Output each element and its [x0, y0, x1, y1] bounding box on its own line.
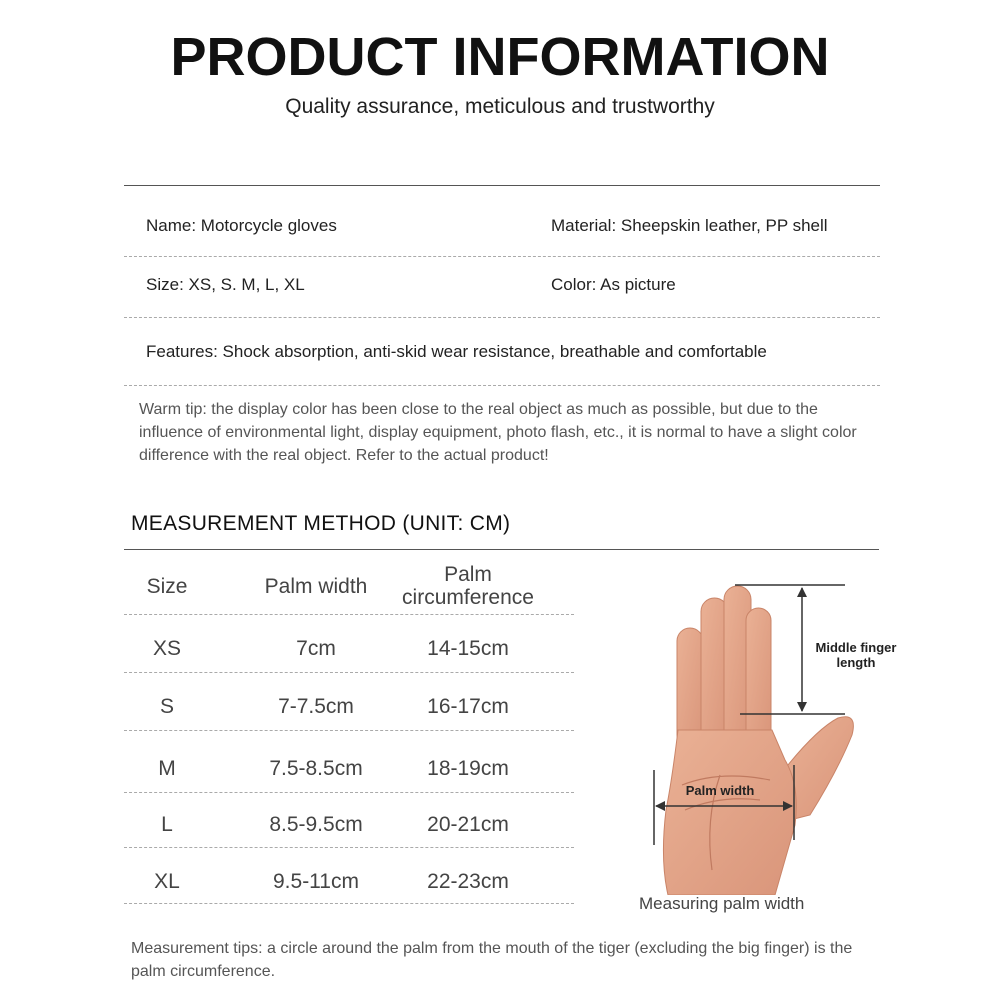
- col-header-size: Size: [146, 575, 188, 598]
- table-divider: [124, 672, 574, 673]
- table-cell-palm-width: 7-7.5cm: [278, 695, 354, 718]
- product-name: Name: Motorcycle gloves: [146, 216, 337, 235]
- page-subtitle: Quality assurance, meticulous and trustworthy: [285, 95, 715, 118]
- hand-shape: [663, 586, 853, 895]
- table-cell-palm-width: 9.5-11cm: [273, 870, 359, 893]
- table-divider: [124, 847, 574, 848]
- table-cell-palm-width: 8.5-9.5cm: [269, 813, 363, 836]
- page-title: PRODUCT INFORMATION: [170, 27, 830, 87]
- table-cell-size: M: [158, 757, 176, 780]
- section-title: MEASUREMENT METHOD (UNIT: CM): [131, 512, 511, 535]
- measurement-tips: Measurement tips: a circle around the palm from the mouth of the tiger (excluding the big finger) is the palm circumference.: [131, 940, 853, 980]
- table-divider: [124, 730, 574, 731]
- col-header-line-1: Palm: [444, 563, 492, 586]
- middle-finger-label-line-1: Middle finger: [815, 640, 897, 655]
- info-top-divider: [124, 185, 880, 186]
- table-cell-circumference: 22-23cm: [427, 870, 509, 893]
- table-cell-circumference: 14-15cm: [427, 637, 509, 660]
- table-cell-palm-width: 7.5-8.5cm: [269, 757, 363, 780]
- col-header-palm-width: Palm width: [264, 575, 368, 598]
- table-cell-size: L: [161, 813, 173, 836]
- table-cell-circumference: 18-19cm: [427, 757, 509, 780]
- middle-finger-length-label: [811, 640, 901, 670]
- table-divider: [124, 792, 574, 793]
- table-cell-size: XL: [154, 870, 180, 893]
- info-divider: [124, 385, 880, 386]
- table-cell-size: XS: [152, 637, 181, 660]
- product-material: Material: Sheepskin leather, PP shell: [551, 216, 828, 235]
- product-color: Color: As picture: [551, 275, 676, 294]
- palm-width-label: Palm width: [685, 783, 755, 798]
- table-divider: [124, 903, 574, 904]
- middle-finger-label-line-2: length: [836, 655, 876, 670]
- info-divider: [124, 256, 880, 257]
- product-features: Features: Shock absorption, anti-skid wear resistance, breathable and comfortable: [146, 342, 767, 361]
- table-cell-circumference: 16-17cm: [427, 695, 509, 718]
- col-header-line-2: circumference: [402, 586, 534, 609]
- info-divider: [124, 317, 880, 318]
- hand-illustration: [600, 570, 900, 895]
- table-cell-size: S: [159, 695, 174, 718]
- product-size: Size: XS, S. M, L, XL: [146, 275, 305, 294]
- table-cell-circumference: 20-21cm: [427, 813, 509, 836]
- illustration-caption: Measuring palm width: [639, 894, 805, 913]
- warm-tip: Warm tip: the display color has been close to the real object as much as possible, but due to the influence of environmental light, display equipment, photo flash, etc., it is normal to have a slight color difference with the real object. Refer to the actual product!: [139, 401, 857, 464]
- table-divider: [124, 614, 574, 615]
- table-cell-palm-width: 7cm: [296, 637, 336, 660]
- section-divider: [124, 549, 879, 550]
- col-header-palm-circumference: [386, 563, 550, 609]
